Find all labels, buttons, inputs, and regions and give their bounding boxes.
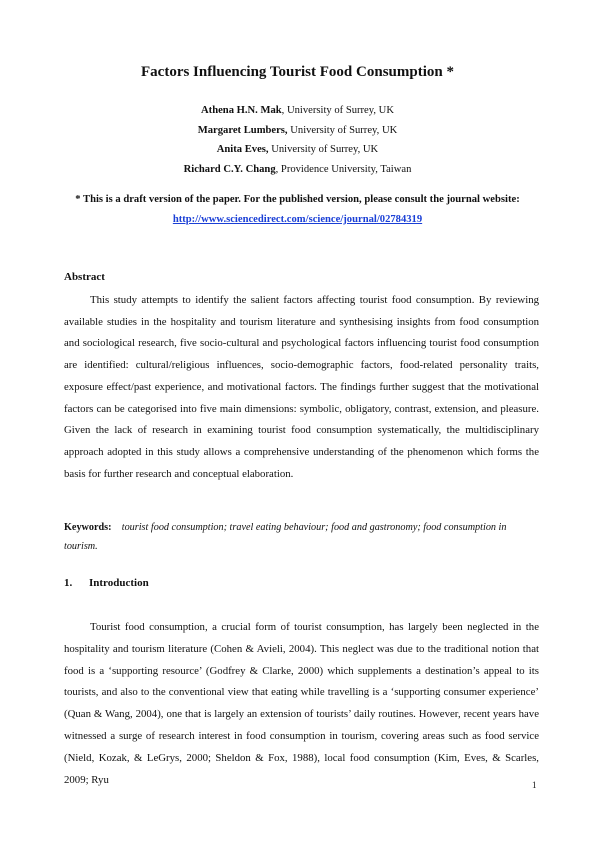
author-list (0, 101, 595, 179)
section-number: 1. (64, 577, 73, 589)
paper-title: Factors Influencing Tourist Food Consumption * (141, 64, 454, 80)
author-line (0, 160, 595, 180)
author-affiliation: , Providence University, Taiwan (275, 163, 412, 175)
abstract-body: This study attempts to identify the salient factors affecting tourist food consumption. By reviewing available studies in the hospitality and tourism literature and synthesising insights from food consumption and sociological research, five socio-cultural and psychological factors influencing tourist food consumption are identified: cultural/religious influences, socio-demographic factors, food-related personality traits, exposure effect/past experience, and motivational factors. The findings further suggest that the motivational factors can be categorised into five main dimensions: symbolic, obligatory, contrast, extension, and pleasure. Given the lack of research in examining tourist food consumption systematically, the multidisciplinary approach adopted in this study allows a comprehensive understanding of the phenomenon which forms the basis for further research and conceptual elaboration. (64, 294, 539, 480)
author-name: Anita Eves, (216, 144, 269, 155)
draft-notice-text: * This is a draft version of the paper. For the published version, please consult the journal website: (75, 194, 520, 205)
abstract-heading: Abstract (64, 271, 105, 283)
keywords-text: tourist food consumption; travel eating behaviour; food and gastronomy; food consumption in tourism. (64, 522, 507, 552)
page-number: 1 (532, 780, 537, 790)
keywords (64, 518, 539, 556)
author-line (0, 101, 595, 121)
keywords-label: Keywords: (64, 522, 112, 533)
author-name: Athena H.N. Mak (201, 105, 282, 116)
author-name: Margaret Lumbers, (197, 124, 288, 136)
author-affiliation: , University of Surrey, UK (281, 105, 394, 116)
author-affiliation: University of Surrey, UK (268, 144, 379, 155)
introduction-heading (64, 577, 149, 589)
author-line (0, 140, 595, 160)
introduction-body: Tourist food consumption, a crucial form of tourist consumption, has largely been neglected in the hospitality and tourism literature (Cohen & Avieli, 2004). This neglect was due to the traditional notion that food is a ‘supporting resource’ (Godfrey & Clarke, 2000) which supplements a destination’s appeal to its tourists, and also to the conventional view that eating while travelling is a ‘supporting consumer experience’ (Quan & Wang, 2004), one that is largely an extension of tourists’ daily routines. However, recent years have witnessed a surge of research interest in food consumption in tourism, covering areas such as food service (Nield, Kozak, & LeGrys, 2000; Sheldon & Fox, 1988), local food consumption (Kim, Eves, & Scarles, 2009; Ryu (64, 621, 539, 786)
journal-link[interactable]: http://www.sciencedirect.com/science/journal/02784319 (172, 214, 423, 225)
draft-notice (60, 190, 535, 230)
author-affiliation: University of Surrey, UK (287, 124, 398, 136)
author-line (0, 121, 595, 141)
author-name: Richard C.Y. Chang (183, 163, 276, 175)
section-title: Introduction (89, 577, 149, 589)
